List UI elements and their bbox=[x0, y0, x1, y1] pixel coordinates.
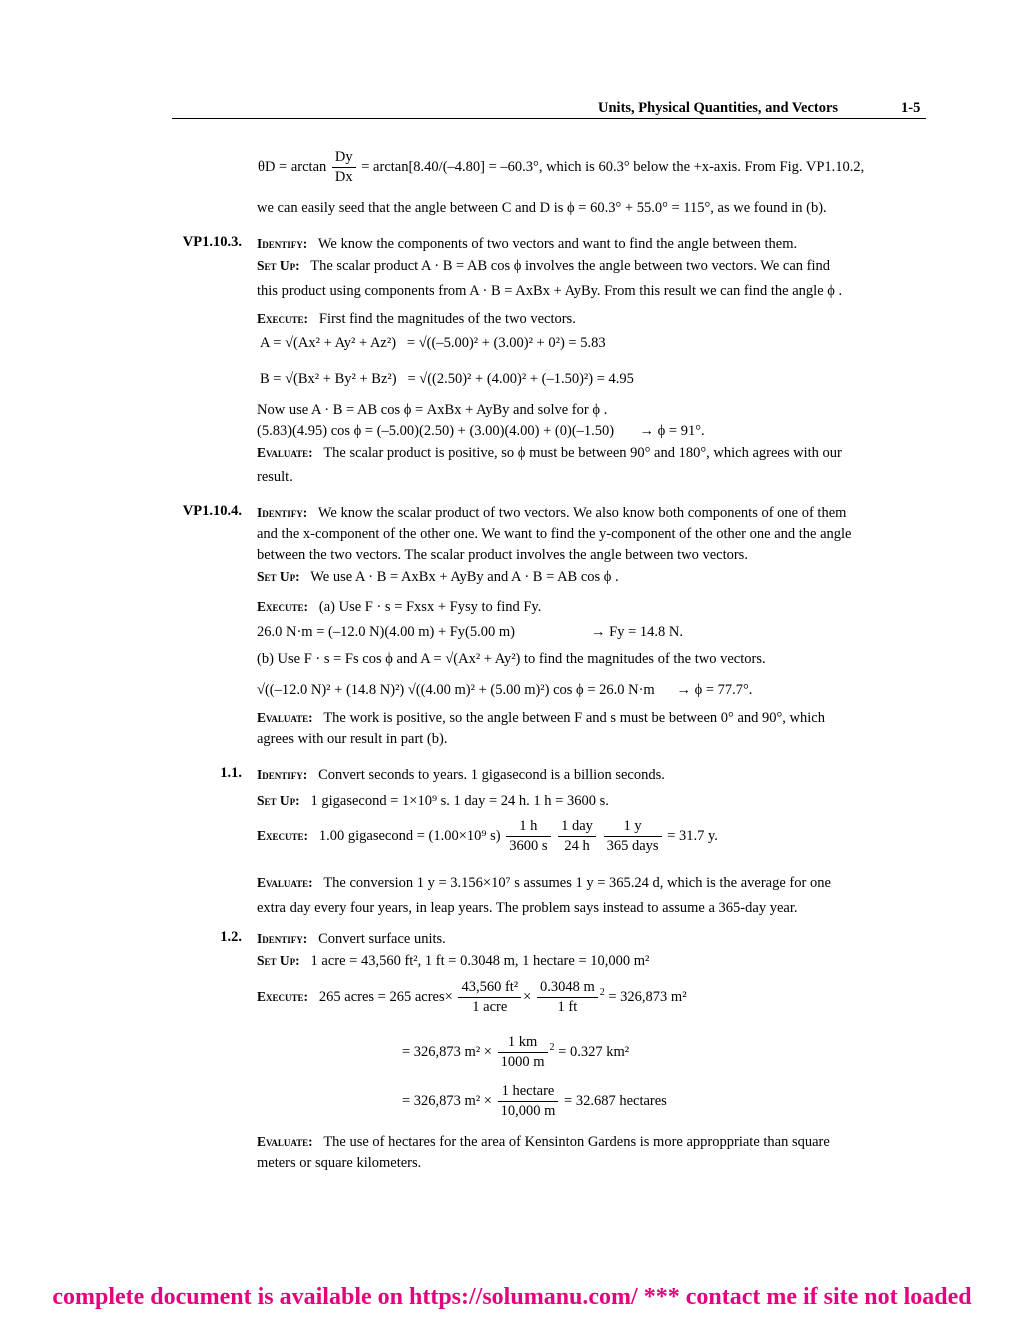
evaluate-label: Evaluate: bbox=[257, 875, 313, 890]
evaluate-text: The conversion 1 y = 3.156×10⁷ s assumes 1 y = 365.24 d, which is the average for one bbox=[323, 875, 831, 891]
vp1104-identify-3: between the two vectors. The scalar product involves the angle between two vectors. bbox=[257, 547, 748, 563]
p11-evaluate bbox=[257, 872, 925, 894]
identify-text: Convert surface units. bbox=[318, 931, 446, 947]
setup-label: Set Up: bbox=[257, 258, 300, 273]
frac-num: 43,560 ft² bbox=[458, 978, 521, 998]
frac-num: 1 y bbox=[604, 817, 662, 837]
frac-den: 1000 m bbox=[500, 1054, 545, 1070]
p12-identify bbox=[257, 928, 925, 950]
frac-den: 3600 s bbox=[509, 838, 548, 854]
evaluate-text: The work is positive, so the angle between F and s must be between 0° and 90°, which bbox=[323, 710, 825, 726]
evaluate-text: The scalar product is positive, so ϕ must be between 90° and 180°, which agrees with our bbox=[323, 445, 842, 461]
evaluate-text: The use of hectares for the area of Kensinton Gardens is more approppriate than square bbox=[323, 1134, 830, 1150]
setup-text: 1 acre = 43,560 ft², 1 ft = 0.3048 m, 1 hectare = 10,000 m² bbox=[310, 953, 650, 969]
evaluate-label: Evaluate: bbox=[257, 445, 313, 460]
vp1104-execute bbox=[257, 596, 925, 618]
setup-label: Set Up: bbox=[257, 953, 300, 968]
calc-result: → ϕ = 91°. bbox=[639, 423, 705, 439]
identify-label: Identify: bbox=[257, 931, 308, 946]
execute-label: Execute: bbox=[257, 988, 309, 1004]
theta-frac-num: Dy bbox=[332, 148, 356, 168]
evaluate-label: Evaluate: bbox=[257, 710, 313, 725]
theta-fraction bbox=[332, 148, 356, 187]
problem-number-1-2: 1.2. bbox=[220, 929, 242, 945]
p12-line-3 bbox=[402, 1082, 667, 1121]
calc-a-line bbox=[257, 622, 925, 643]
execute-label: Execute: bbox=[257, 827, 309, 843]
running-header-title: Units, Physical Quantities, and Vectors bbox=[598, 100, 839, 116]
calc-a-result: → Fy = 14.8 N. bbox=[591, 624, 683, 640]
p12-evaluate bbox=[257, 1131, 925, 1153]
setup-text: 1 gigasecond = 1×10⁹ s. 1 day = 24 h. 1 h = 3600 s. bbox=[310, 793, 609, 809]
execute-label: Execute: bbox=[257, 599, 309, 614]
theta-equation bbox=[258, 148, 864, 187]
identify-text: Convert seconds to years. 1 gigasecond is a billion seconds. bbox=[318, 767, 665, 783]
execute-text: First find the magnitudes of the two vectors. bbox=[318, 311, 576, 327]
frac-km bbox=[498, 1033, 548, 1072]
angle-between-line: we can easily seed that the angle between C and D is ϕ = 60.3° + 55.0° = 115°, as we found in (b). bbox=[257, 200, 827, 216]
line2-result: = 0.327 km² bbox=[558, 1043, 630, 1060]
vp1103-evaluate-2: result. bbox=[257, 469, 293, 485]
vp1104-body bbox=[257, 502, 925, 750]
identify-label: Identify: bbox=[257, 236, 308, 251]
frac-num: 1 h bbox=[506, 817, 550, 837]
vp1104-evaluate bbox=[257, 707, 925, 729]
vp1103-execute bbox=[257, 308, 925, 330]
frac-num: 1 hectare bbox=[498, 1082, 559, 1102]
p12-body bbox=[257, 928, 925, 972]
setup-label: Set Up: bbox=[257, 793, 300, 808]
line3-result: = 32.687 hectares bbox=[564, 1092, 667, 1109]
frac-num: 1 km bbox=[498, 1033, 548, 1053]
p12-setup bbox=[257, 950, 925, 972]
theta-post: = arctan[8.40/(–4.80] = –60.3°, which is 60.3° below the +x-axis. From Fig. VP1.10.2, bbox=[361, 158, 865, 175]
p11-setup bbox=[257, 790, 925, 812]
execute-b-line: (b) Use F · s = Fs cos ϕ and A = √(Ax² + Ay²) to find the magnitudes of the two vectors. bbox=[257, 651, 766, 667]
line3-pre: = 326,873 m² × bbox=[402, 1092, 492, 1109]
identify-text: We know the scalar product of two vectors. We also know both components of one of them bbox=[317, 505, 847, 521]
execute-result-1: = 326,873 m² bbox=[608, 988, 687, 1005]
p12-evaluate-block bbox=[257, 1131, 925, 1174]
vp1104-evaluate-2: agrees with our result in part (b). bbox=[257, 731, 448, 747]
frac-den: 1 acre bbox=[472, 999, 508, 1015]
frac-num: 1 day bbox=[558, 817, 596, 837]
vp1104-identify bbox=[257, 502, 925, 524]
eq-A-lhs: A = √(Ax² + Ay² + Az²) bbox=[260, 335, 397, 351]
execute-pre: 1.00 gigasecond = (1.00×10⁹ s) bbox=[318, 827, 501, 844]
p12-evaluate-2: meters or square kilometers. bbox=[257, 1155, 422, 1171]
p12-execute: Execute: 265 acres = 265 acres× $\frac{\text{43,560 ft²}}{\text{1 acre}}$ × $\frac{0.3048 m}{1 ft}$ $^2$ = 326,873 m² bbox=[257, 979, 687, 1015]
setup-text: We use A · B = AxBx + AyBy and A · B = AB cos ϕ . bbox=[310, 569, 619, 585]
identify-label: Identify: bbox=[257, 767, 308, 782]
execute-text: (a) Use F · s = Fxsx + Fysy to find Fy. bbox=[318, 599, 542, 615]
execute-pre: 265 acres = 265 acres× bbox=[318, 988, 453, 1005]
frac-hectare bbox=[498, 1082, 559, 1121]
footer-link-text[interactable]: complete document is available on https://solumanu.com/ *** contact me if site not loaded bbox=[52, 1284, 972, 1310]
vp1103-body-2 bbox=[257, 400, 925, 488]
page-number: 1-5 bbox=[901, 100, 921, 116]
frac-den: 1 ft bbox=[557, 999, 578, 1015]
frac-den: 365 days bbox=[606, 838, 659, 854]
eq-B-lhs: B = √(Bx² + By² + Bz²) bbox=[260, 371, 397, 387]
line2-pre: = 326,873 m² × bbox=[402, 1043, 492, 1060]
vp1103-setup-2: this product using components from A · B = AxBx + AyBy. From this result we can find the angle ϕ . bbox=[257, 283, 843, 299]
now-use-line: Now use A · B = AB cos ϕ = AxBx + AyBy and solve for ϕ . bbox=[257, 402, 608, 418]
execute-result: = 31.7 y. bbox=[667, 827, 718, 844]
p12-line-2: = 326,873 m² × $\frac{1 km}{1000 m}$ $^2$ = 0.327 km² bbox=[402, 1034, 630, 1070]
setup-label: Set Up: bbox=[257, 569, 300, 584]
p11-execute bbox=[257, 817, 718, 856]
calc-line bbox=[257, 421, 925, 442]
p11-evaluate-block bbox=[257, 872, 925, 919]
frac-num: 0.3048 m bbox=[537, 978, 598, 998]
calc-b-text: √((–12.0 N)² + (14.8 N)²) √((4.00 m)² + (5.00 m)²) cos ϕ = 26.0 N·m bbox=[257, 682, 655, 698]
vp1103-setup bbox=[257, 255, 925, 277]
calc-a-text: 26.0 N·m = (–12.0 N)(4.00 m) + Fy(5.00 m) bbox=[257, 624, 515, 640]
frac-hours bbox=[506, 817, 550, 856]
vp1103-identify bbox=[257, 233, 925, 255]
frac-den: 24 h bbox=[564, 838, 590, 854]
theta-pre: θD = arctan bbox=[258, 158, 327, 175]
p11-body bbox=[257, 764, 925, 812]
setup-text: The scalar product A · B = AB cos ϕ involves the angle between two vectors. We can find bbox=[310, 258, 830, 274]
p11-evaluate-2: extra day every four years, in leap years. The problem says instead to assume a 365-day year. bbox=[257, 900, 798, 916]
frac-days bbox=[558, 817, 596, 856]
calc-text: (5.83)(4.95) cos ϕ = (–5.00)(2.50) + (3.00)(4.00) + (0)(–1.50) bbox=[257, 423, 615, 439]
frac-den: 10,000 m bbox=[500, 1103, 556, 1119]
eq-B-rhs: = √((2.50)² + (4.00)² + (–1.50)²) = 4.95 bbox=[407, 371, 634, 387]
frac-feet bbox=[537, 978, 598, 1017]
eq-A-rhs: = √((–5.00)² + (3.00)² + 0²) = 5.83 bbox=[406, 335, 606, 351]
vp1104-identify-2: and the x-component of the other one. We want to find the y-component of the other one and the angle bbox=[257, 526, 852, 542]
identify-text: We know the components of two vectors and want to find the angle between them. bbox=[317, 236, 798, 252]
header-rule bbox=[172, 118, 926, 119]
execute-label: Execute: bbox=[257, 311, 309, 326]
vp1104-setup bbox=[257, 566, 925, 588]
identify-label: Identify: bbox=[257, 505, 308, 520]
vp1103-evaluate bbox=[257, 442, 925, 464]
calc-b-result: → ϕ = 77.7°. bbox=[676, 682, 753, 698]
calc-b-line bbox=[257, 680, 925, 701]
frac-years bbox=[604, 817, 662, 856]
problem-number-vp1104: VP1.10.4. bbox=[182, 503, 242, 519]
evaluate-label: Evaluate: bbox=[257, 1134, 313, 1149]
problem-number-1-1: 1.1. bbox=[220, 765, 242, 781]
p11-identify bbox=[257, 764, 925, 786]
equation-B bbox=[260, 371, 634, 388]
vp1103-body bbox=[257, 233, 925, 330]
equation-A bbox=[260, 335, 606, 352]
problem-number-vp1103: VP1.10.3. bbox=[182, 234, 242, 250]
theta-frac-den: Dx bbox=[334, 169, 353, 185]
frac-acres bbox=[458, 978, 521, 1017]
